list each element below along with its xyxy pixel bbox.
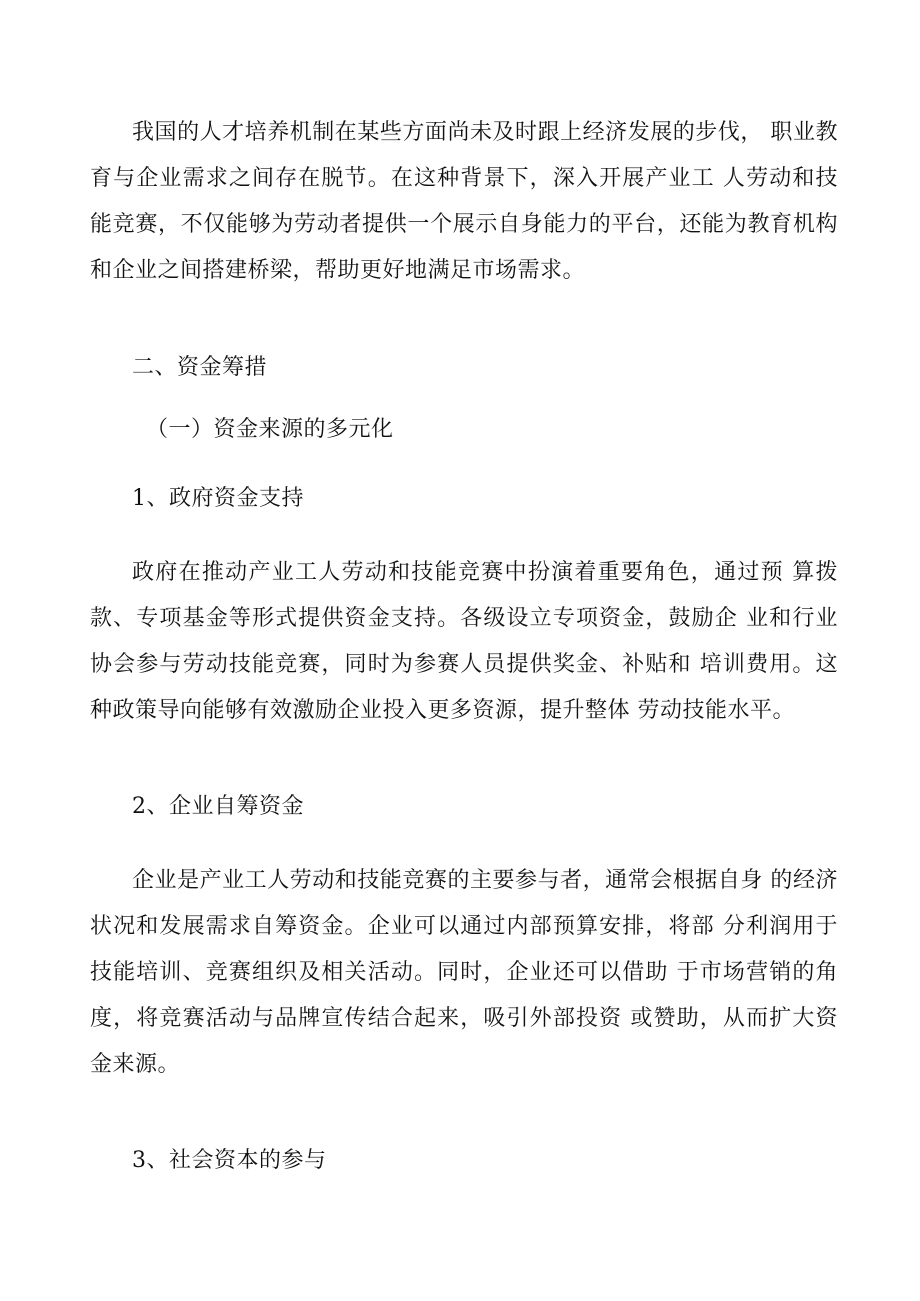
item-heading-government-funding: 1、政府资金支持 [132,486,304,511]
paragraph-government-funding: 政府在推动产业工人劳动和技能竞赛中扮演着重要角色，通过预 算拨款、专项基金等形式提供资金支持。各级设立专项资金，鼓励企 业和行业协会参与劳动技能竞赛，同时为参赛人员提供奖金、补贴和 培训费用。这种政策导向能够有效激励企业投入更多资源，提升整体 劳动技能水平。 [90,560,838,723]
intro-paragraph: 我国的人才培养机制在某些方面尚未及时跟上经济发展的步伐， 职业教育与企业需求之间存在脱节。在这种背景下，深入开展产业工 人劳动和技能竞赛，不仅能够为劳动者提供一个展示自身能力的平台，还能为教育机构和企业之间搭建桥梁，帮助更好地满足市场需求。 [90,120,838,283]
item-heading-enterprise-funding: 2、企业自筹资金 [132,794,304,819]
item-heading-social-capital: 3、社会资本的参与 [132,1148,327,1173]
section-heading: 二、资金筹措 [132,355,268,380]
subsection-heading: （一）资金来源的多元化 [146,417,394,442]
paragraph-enterprise-funding: 企业是产业工人劳动和技能竞赛的主要参与者，通常会根据自身 的经济状况和发展需求自筹资金。企业可以通过内部预算安排，将部 分利润用于技能培训、竞赛组织及相关活动。同时，企业还可以借助 于市场营销的角度，将竞赛活动与品牌宣传结合起来，吸引外部投资 或赞助，从而扩大资金来源。 [90,868,838,1077]
